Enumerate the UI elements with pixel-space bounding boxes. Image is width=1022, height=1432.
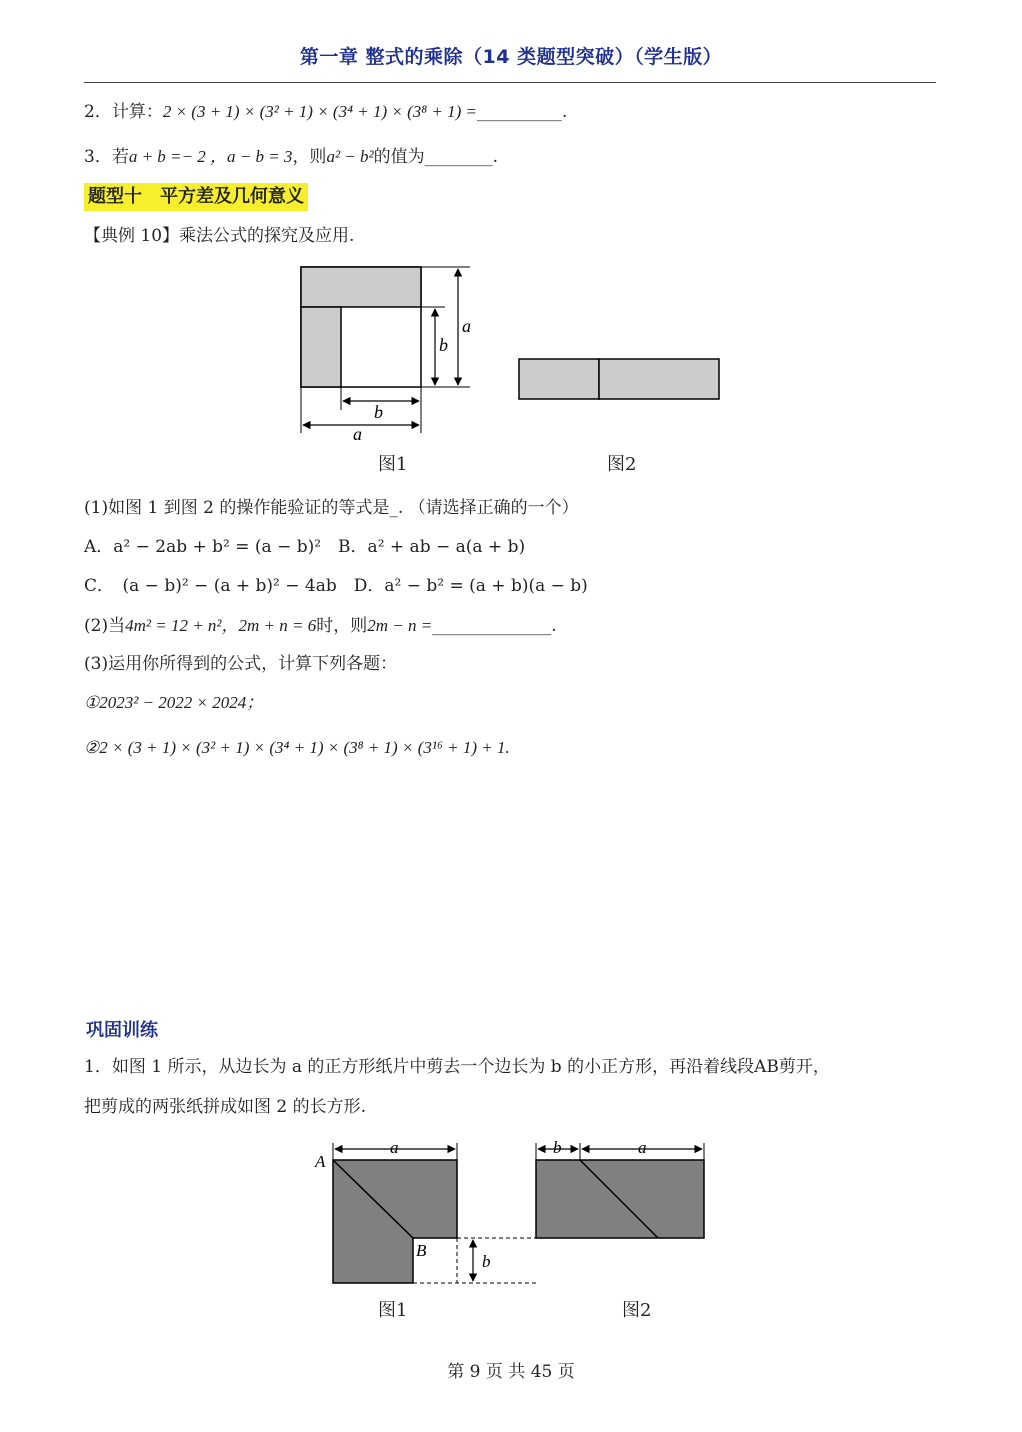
period: . [551, 616, 557, 636]
example-10-title: 【典例 10】乘法公式的探究及应用. [84, 226, 355, 246]
label-b: b [482, 1252, 491, 1271]
part-1-question: (1)如图 1 到图 2 的操作能验证的等式是_. （请选择正确的一个） [84, 498, 579, 518]
part-3-item-2: ②2 × (3 + 1) × (3² + 1) × (3⁴ + 1) × (3⁸ + 1) × (3¹⁶ + 1) + 1. [84, 738, 510, 757]
type-10-heading: 题型十 平方差及几何意义 [84, 183, 308, 211]
page-footer: 第 9 页 共 45 页 [447, 1362, 575, 1382]
question-number: 3． [84, 147, 112, 167]
figure-1-square [301, 267, 421, 387]
answer-blank: __________ [477, 102, 563, 122]
math-expression: 2m − n = [367, 616, 433, 635]
label-b: b [374, 402, 383, 422]
label-a: a [390, 1138, 399, 1157]
figure-caption-2: 图2 [622, 1300, 652, 1321]
question-3 [84, 146, 498, 168]
label-a: a [462, 316, 471, 336]
label-b: b [553, 1138, 562, 1157]
figure-caption-2: 图2 [607, 454, 637, 475]
label-a: a [353, 424, 362, 444]
label-point-a: A [315, 1152, 326, 1171]
consolidation-q1-line1: 1．如图 1 所示，从边长为 a 的正方形纸片中剪去一个边长为 b 的小正方形，再沿着线段AB剪开， [84, 1057, 830, 1077]
math-condition: 4m² = 12 + n²，2m + n = 6 [125, 616, 317, 635]
label-point-b: B [416, 1241, 427, 1260]
question-text: 的值为 [373, 147, 425, 167]
figure-caption-1: 图1 [378, 454, 408, 475]
period: . [492, 147, 499, 167]
question-text: ，则 [292, 147, 327, 167]
question-label: 计算： [111, 102, 163, 122]
shaded-top-strip [301, 267, 421, 307]
consolidation-heading: 巩固训练 [86, 1020, 158, 1041]
math-condition: a + b =− 2 ，a − b = 3 [128, 147, 293, 166]
figure-caption-1: 图1 [378, 1300, 408, 1321]
header-rule [84, 82, 936, 83]
figure-2-rectangle [519, 359, 719, 399]
part-3-question: (3)运用你所得到的公式，计算下列各题： [84, 654, 398, 674]
figure-consolidation-1 [310, 1135, 720, 1295]
answer-blank: ______________ [432, 616, 552, 636]
question-2 [84, 101, 567, 123]
question-text: 若 [111, 147, 129, 167]
answer-blank: ________ [424, 147, 493, 167]
option-c-d: C． (a − b)² − (a + b)² − 4ab D．a² − b² = (a + b)(a − b) [84, 576, 588, 596]
consolidation-q1-line2: 把剪成的两张纸拼成如图 2 的长方形. [84, 1097, 367, 1117]
math-expression: a² − b² [326, 147, 374, 166]
math-expression: 2 × (3 + 1) × (3² + 1) × (3⁴ + 1) × (3⁸ + 1) = [162, 102, 478, 121]
figure-example-10 [290, 258, 740, 478]
period: . [562, 102, 568, 122]
question-text: (2)当 [84, 616, 126, 636]
shaded-left-strip [301, 307, 341, 387]
label-a: a [638, 1138, 647, 1157]
question-number: 2． [84, 102, 112, 122]
part-3-item-1: ①2023² − 2022 × 2024； [84, 693, 264, 712]
option-a-b: A．a² − 2ab + b² = (a − b)² B．a² + ab − a(a + b) [84, 537, 526, 557]
page-header: 第一章 整式的乘除（14 类题型突破）（学生版） [299, 46, 723, 68]
label-b: b [439, 335, 448, 355]
part-2-question [84, 615, 557, 637]
question-text: 时，则 [316, 616, 368, 636]
